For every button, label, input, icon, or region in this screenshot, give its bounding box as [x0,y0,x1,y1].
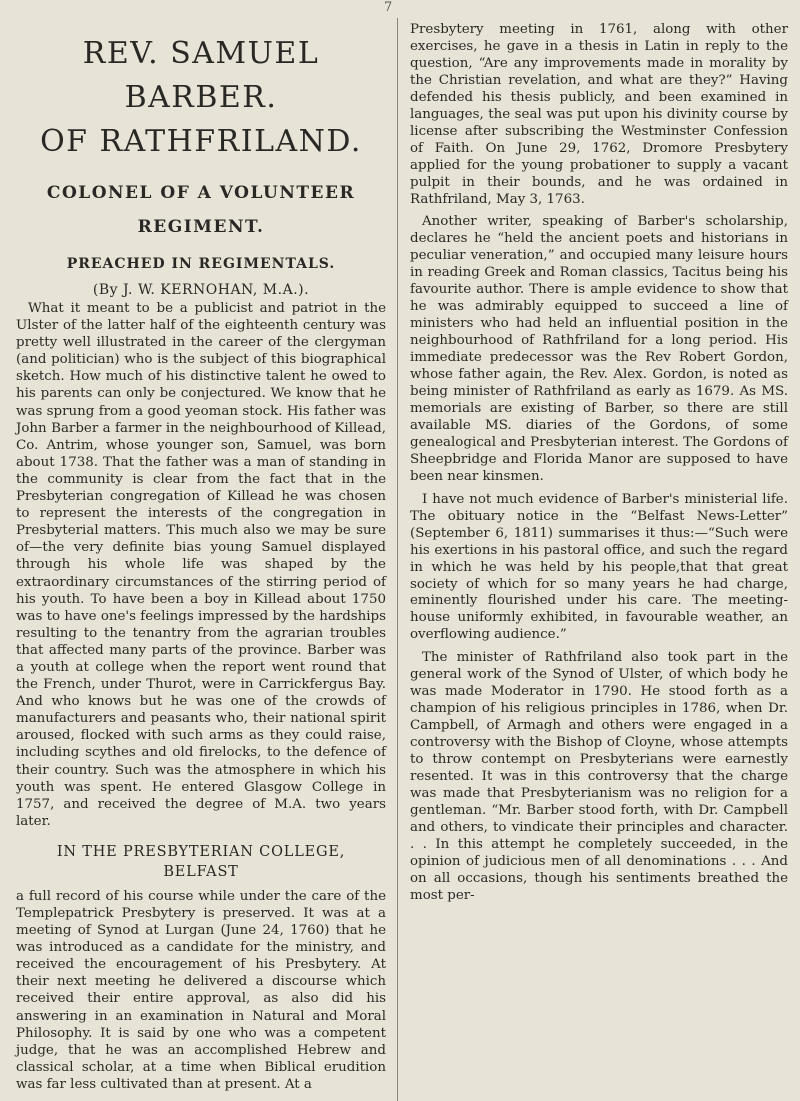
paragraph-2: a full record of his course while under the care of the Templepatrick Presbytery is preserved. It was at a meeting of Synod at Lurgan (June 24, 1760) that he was introduced as a candidate for the ministry, and received the encouragement of his Presbytery. At their next meeting he delivered a discourse which received their entire approval, as also did his answering in an examination in Natural and Moral Philosophy. It is said by one who was a competent judge, that he was an accomplished Hebrew and classical scholar, at a time when Biblical erudition was far less cultivated than at present. At a [16,888,386,1092]
paragraph-4: I have not much evidence of Barber's ministerial life. The obituary notice in the “Belfast News-Letter” (September 6, 1811) summarises it thus:—“Such were his exertions in his pastoral office, and such the regard in which he was held by his people,that that great society of which for so many years he had charge, eminently flourished under his care. The meeting-house uniformly exhibited, in favourable weather, an overflowing audience.” [410,491,788,643]
article-title [16,32,386,164]
title-line-1: REV. SAMUEL BARBER. [82,36,320,115]
article-subheading: PREACHED IN REGIMENTALS. [66,256,336,272]
right-column [402,22,798,1101]
paragraph-5: The minister of Rathfriland also took part in the general work of the Synod of Ulster, of which body he was made Moderator in 1790. He stood forth as a champion of his religious principles in 1786, when Dr. Campbell, of Armagh and others were engaged in a controversy with the Bishop of Cloyne, whose attempts to throw contempt on Presbyterians were earnestly resented. It was in this controversy that the charge was made that Presbyterianism was no religion for a gentleman. “Mr. Barber stood forth, with Dr. Campbell and others, to vindicate their principles and character. . . In this attempt he completely succeeded, in the opinion of judicious men of all denominations . . . And on all occasions, though his sentiments breathed the most per- [410,650,788,903]
section-heading-line-2: BELFAST [163,863,239,880]
paragraph-1: What it meant to be a publicist and patriot in the Ulster of the latter half of the eighteenth century was pretty well illustrated in the career of the clergyman (and politician) who is the subject of this biographical sketch. How much of his distinctive talent he owed to his parents can only be conjectured. We know that he was sprung from a good yeoman stock. His father was John Barber a farmer in the neighbourhood of Killead, Co. Antrim, whose younger son, Samuel, was born about 1738. That the father was a man of standing in the community is clear from the fact that in the Presbyterian congregation of Killead he was chosen to represent the interests of the congregation in Presbyterial matters. This much also we may be sure of—the very definite bias young Samuel displayed through his whole life was shaped by the extraordinary circumstances of the stirring period of his youth. To have been a boy in Killead about 1750 was to have one's feelings impressed by the hardships resulting to the tenantry from the agrarian troubles that affected many parts of the province. Barber was a youth at college when the report went round that the French, under Thurot, were in Carrickfergus Bay. And who knows but he was one of the crowds of manufacturers and peasants who, their national spirit aroused, flocked with such arms as they could raise, including scythes and old firelocks, to the defence of their country. Such was the atmosphere in which his youth was spent. He entered Glasgow College in 1757, and received the degree of M.A. two years later. [16,301,386,829]
paragraph-3: Another writer, speaking of Barber's scholarship, declares he “held the ancient poets and historians in peculiar veneration,” and occupied many leisure hours in reading Greek and Roman classics, Tacitus being his favourite author. There is ample evidence to show that he was admirably equipped to succeed a line of ministers who had held an influential position in the neighbourhood of Rathfriland for a long period. His immediate predecessor was the Rev Robert Gordon, whose father again, the Rev. Alex. Gordon, is noted as being minister of Rathfriland as early as 1679. As MS. memorials are existing of Barber, so there are still available MS. diaries of the Gordons, of some genealogical and Presbyterian interest. The Gordons of Sheepbridge and Florida Manor are supposed to have been near kinsmen. [410,214,788,484]
subtitle-line-1: COLONEL OF A VOLUNTEER [46,183,356,203]
byline: (By J. W. KERNOHAN, M.A.). [92,282,310,298]
article-subtitle [16,176,386,244]
paragraph-2-continued: Presbytery meeting in 1761, along with other exercises, he gave in a thesis in Latin in reply to the question, “Are any improvements made in morality by the Christian revelation, and what are they?” Having defended his thesis publicly, and been examined in languages, the seal was put upon his divinity course by license after subscribing the Westminster Confession of Faith. On June 29, 1762, Dromore Presbytery applied for the young probationer to supply a vacant pulpit in their bounds, and he was ordained in Rathfriland, May 3, 1763. [410,22,788,207]
left-column [2,22,394,1101]
column-divider [397,18,398,1101]
section-heading-line-1: IN THE PRESBYTERIAN COLLEGE, [56,843,346,860]
title-line-2: OF RATHFRILAND. [40,124,362,159]
subtitle-line-2: REGIMENT. [137,217,265,237]
section-heading [16,842,386,882]
page-number: 7 [384,0,393,15]
